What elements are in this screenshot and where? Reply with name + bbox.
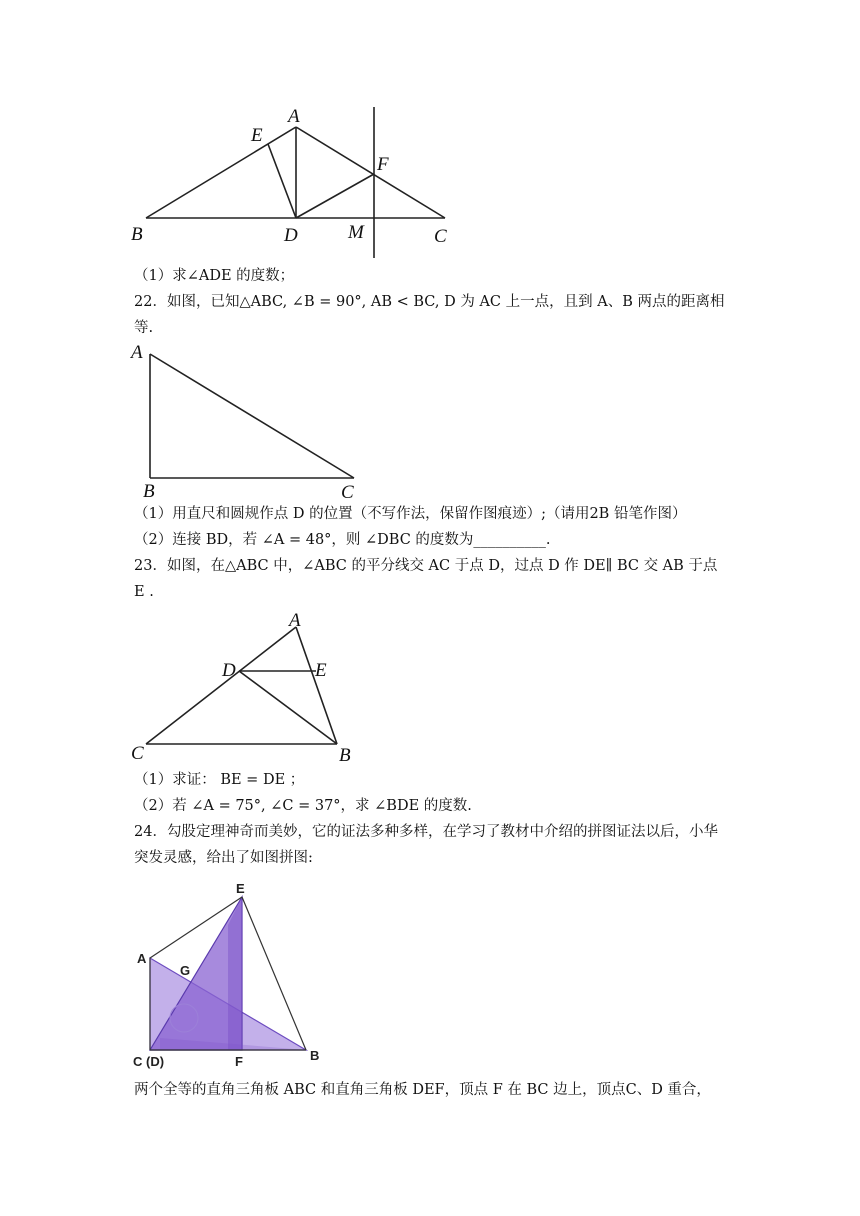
q24-stem-line2: 突发灵感，给出了如图拼图: bbox=[134, 850, 313, 866]
q24-bottom-line: 两个全等的直角三角板 ABC 和直角三角板 DEF，顶点 F 在 BC 边上，顶点C、D 重合， bbox=[134, 1082, 711, 1098]
fig24-label-g: G bbox=[180, 963, 191, 978]
fig22-label-a: A bbox=[131, 342, 143, 363]
q21-part1: （1）求∠ADE 的度数； bbox=[134, 268, 295, 284]
fig21-label-m: M bbox=[348, 222, 364, 243]
fig23-label-d: D bbox=[222, 660, 236, 681]
fig24-label-a: A bbox=[137, 951, 147, 966]
q23-part2: （2）若 ∠A = 75°, ∠C = 37°，求 ∠BDE 的度数. bbox=[134, 798, 472, 814]
fig23-label-e: E bbox=[315, 660, 327, 681]
fig21-label-d: D bbox=[284, 225, 298, 246]
fig24-label-e: E bbox=[236, 881, 245, 896]
fig22-label-b: B bbox=[143, 481, 155, 502]
fig24-label-f: F bbox=[235, 1054, 243, 1069]
fig21-label-c: C bbox=[434, 226, 447, 247]
q23-stem-line1: 23．如图，在△ABC 中，∠ABC 的平分线交 AC 于点 D，过点 D 作 DE∥ BC 交 AB 于点 bbox=[134, 558, 718, 574]
fig21-label-b: B bbox=[131, 224, 143, 245]
q22-part1: （1）用直尺和圆规作点 D 的位置（不写作法，保留作图痕迹）;（请用2B 铅笔作图） bbox=[134, 506, 687, 522]
q23-part1: （1）求证： BE = DE ； bbox=[134, 772, 305, 788]
fig23-label-a: A bbox=[289, 610, 301, 631]
fig23-label-b: B bbox=[339, 745, 351, 766]
q22-part2: （2）连接 BD，若 ∠A = 48°，则 ∠DBC 的度数为__________. bbox=[134, 532, 551, 548]
q24-stem-line1: 24．勾股定理神奇而美妙，它的证法多种多样，在学习了教材中介绍的拼图证法以后，小华 bbox=[134, 824, 718, 840]
q23-stem-line2: E . bbox=[134, 584, 154, 600]
fig22-label-c: C bbox=[341, 482, 354, 503]
q22-stem-line1: 22．如图，已知△ABC, ∠B = 90°, AB < BC, D 为 AC 上一点，且到 A、B 两点的距离相 bbox=[134, 294, 725, 310]
q22-stem-line2: 等. bbox=[134, 320, 154, 336]
fig21-label-f: F bbox=[377, 154, 389, 175]
fig24-label-cd: C (D) bbox=[133, 1054, 165, 1069]
fig21-label-e: E bbox=[251, 125, 263, 146]
fig23-label-c: C bbox=[131, 743, 144, 764]
fig24-label-b: B bbox=[310, 1048, 320, 1063]
fig21-label-a: A bbox=[288, 106, 300, 127]
